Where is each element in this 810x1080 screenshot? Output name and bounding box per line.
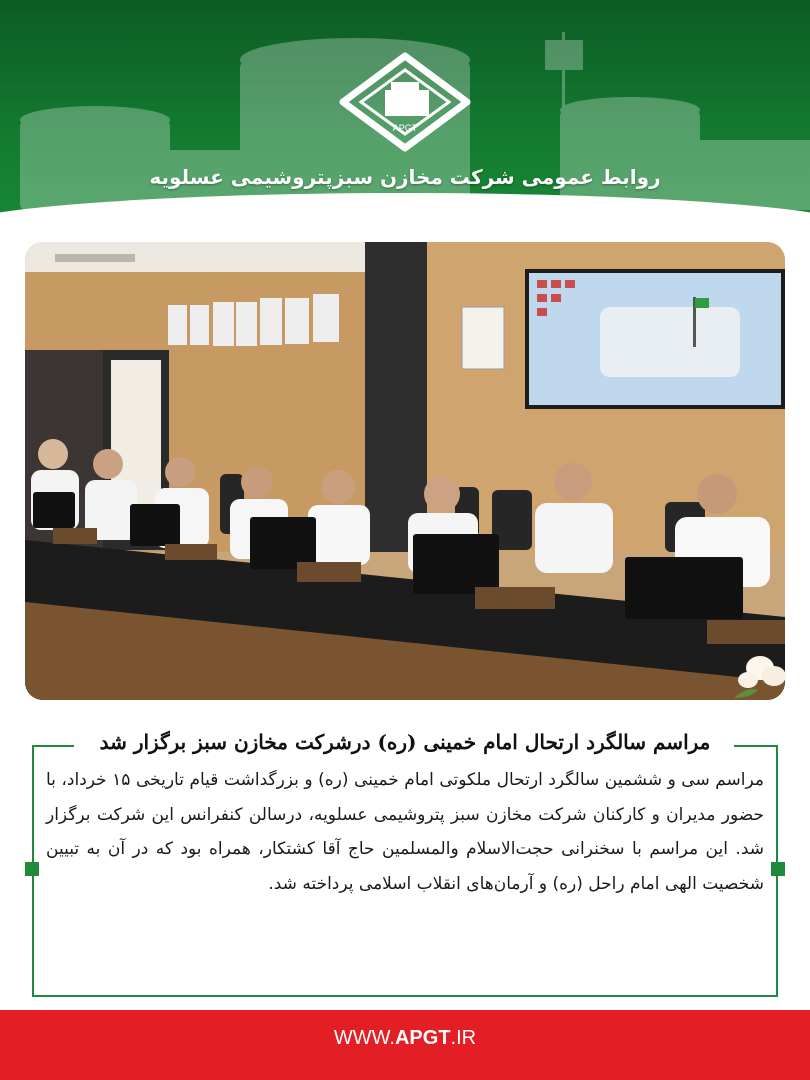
- footer-bar: [0, 1010, 810, 1080]
- conference-room-photo: [25, 242, 785, 700]
- logo-text: APGT: [392, 123, 418, 133]
- header-curve: [0, 193, 810, 240]
- website-link[interactable]: [0, 1010, 810, 1066]
- article-headline: مراسم سالگرد ارتحال امام خمینی (ره) درشرکت مخازن سبز برگزار شد: [99, 730, 711, 754]
- website-prefix: WWW.: [333, 1027, 395, 1049]
- website-suffix: .IR: [450, 1027, 477, 1049]
- frame-right-square: [771, 862, 785, 876]
- org-title: روابط عمومی شرکت مخازن سبزپتروشیمی عسلویه: [149, 165, 661, 189]
- website-brand: APGT: [394, 1027, 451, 1049]
- article-body: مراسم سی و ششمین سالگرد ارتحال ملکوتی امام خمینی (ره) و بزرگداشت قیام تاریخی ۱۵ خرداد، با حضور مدیران و کارکنان شرکت مخازن سبز پتروشیمی عسلویه، درسالن کنفرانس این شرکت برگزار شد. این مراسم با سخنرانی حجت‌الاسلام والمسلمین حاج آقا کشتکار، همراه بود که در آن به تبیین شخصیت الهی امام راحل (ره) و آرمان‌های انقلاب اسلامی پرداخته شد.: [46, 770, 764, 894]
- header-banner: [0, 0, 810, 240]
- photo-illustration: [25, 242, 785, 700]
- apgt-logo: [339, 52, 471, 152]
- flower-icon: [728, 650, 790, 702]
- frame-left-square: [25, 862, 39, 876]
